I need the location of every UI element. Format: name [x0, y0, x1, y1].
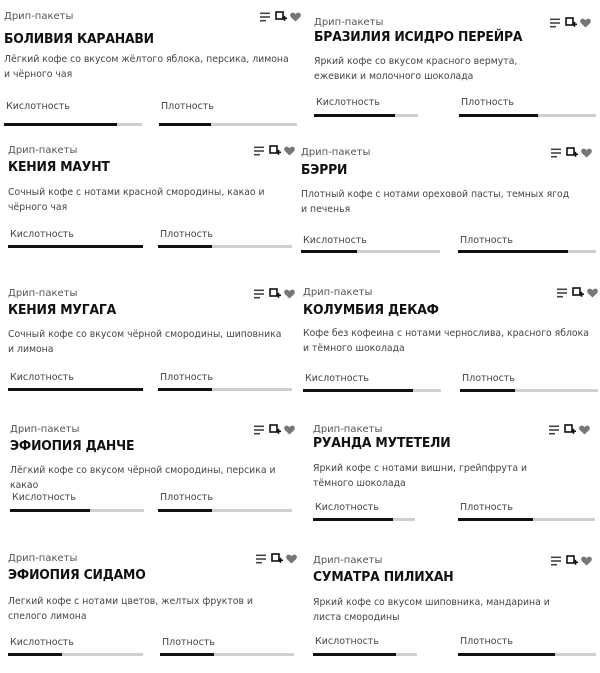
acidity-fill — [313, 518, 393, 521]
acidity-label: Кислотность — [303, 235, 367, 246]
product-description: Легкий кофе с нотами цветов, желтых фруктов и спелого лимона — [8, 596, 253, 622]
category-label: Дрип-пакеты — [301, 147, 371, 158]
density-label: Плотность — [160, 492, 213, 503]
density-label: Плотность — [161, 101, 214, 112]
product-card[interactable] — [303, 287, 598, 395]
heart-icon[interactable] — [579, 425, 590, 435]
density-fill — [159, 123, 211, 126]
compare-icon[interactable] — [565, 17, 577, 29]
card-actions — [551, 147, 592, 159]
heart-icon[interactable] — [284, 289, 295, 299]
category-label: Дрип-пакеты — [4, 11, 74, 22]
compare-icon[interactable] — [269, 288, 281, 300]
product-description: Сочный кофе с нотами красной смородины, какао и чёрного чая — [8, 187, 265, 213]
acidity-label: Кислотность — [315, 636, 379, 647]
list-icon[interactable] — [260, 12, 272, 22]
acidity-fill — [8, 653, 62, 656]
density-label: Плотность — [460, 502, 513, 513]
product-title[interactable]: СУМАТРА ПИЛИХАН — [313, 569, 454, 585]
card-actions — [557, 287, 598, 299]
acidity-bar — [313, 518, 415, 521]
category-label: Дрип-пакеты — [8, 553, 78, 564]
compare-icon[interactable] — [269, 424, 281, 436]
card-actions — [549, 424, 590, 436]
product-card[interactable] — [301, 147, 598, 256]
density-fill — [158, 388, 212, 391]
acidity-fill — [303, 389, 413, 392]
acidity-bar — [8, 388, 143, 391]
list-icon[interactable] — [551, 148, 563, 158]
density-label: Плотность — [160, 229, 213, 240]
acidity-bar — [4, 123, 142, 126]
heart-icon[interactable] — [581, 556, 592, 566]
acidity-bar — [303, 389, 441, 392]
acidity-fill — [4, 123, 117, 126]
density-bar — [460, 389, 598, 392]
acidity-fill — [8, 388, 143, 391]
density-bar — [158, 245, 292, 248]
compare-icon[interactable] — [564, 424, 576, 436]
density-fill — [458, 250, 568, 253]
list-icon[interactable] — [254, 146, 266, 156]
product-card[interactable] — [314, 17, 598, 120]
compare-icon[interactable] — [269, 145, 281, 157]
density-fill — [458, 518, 533, 521]
acidity-label: Кислотность — [315, 502, 379, 513]
card-actions — [254, 424, 295, 436]
density-bar — [159, 123, 297, 126]
heart-icon[interactable] — [284, 425, 295, 435]
product-card[interactable] — [8, 145, 296, 251]
product-title[interactable]: РУАНДА МУТЕТЕЛИ — [313, 435, 451, 451]
acidity-bar — [8, 653, 143, 656]
product-title[interactable]: КЕНИЯ МАУНТ — [8, 159, 110, 175]
compare-icon[interactable] — [572, 287, 584, 299]
acidity-label: Кислотность — [305, 373, 369, 384]
list-icon[interactable] — [551, 556, 563, 566]
category-label: Дрип-пакеты — [303, 287, 373, 298]
card-actions — [254, 145, 295, 157]
category-label: Дрип-пакеты — [313, 555, 383, 566]
category-label: Дрип-пакеты — [314, 17, 384, 28]
product-title[interactable]: БЭРРИ — [301, 162, 348, 178]
card-actions — [260, 11, 301, 23]
density-bar — [158, 509, 292, 512]
compare-icon[interactable] — [566, 147, 578, 159]
product-description: Кофе без кофеина с нотами чернослива, красного яблока и тёмного шоколада — [303, 328, 589, 354]
card-actions — [550, 17, 591, 29]
density-label: Плотность — [160, 372, 213, 383]
product-card[interactable] — [313, 555, 598, 659]
category-label: Дрип-пакеты — [313, 424, 383, 435]
acidity-label: Кислотность — [10, 229, 74, 240]
density-fill — [158, 509, 212, 512]
density-bar — [459, 114, 596, 117]
density-fill — [160, 653, 214, 656]
heart-icon[interactable] — [286, 554, 297, 564]
acidity-fill — [314, 114, 395, 117]
acidity-label: Кислотность — [10, 637, 74, 648]
compare-icon[interactable] — [275, 11, 287, 23]
acidity-fill — [10, 509, 90, 512]
product-card[interactable] — [4, 11, 296, 129]
density-fill — [460, 389, 515, 392]
list-icon[interactable] — [557, 288, 569, 298]
card-actions — [254, 288, 295, 300]
acidity-label: Кислотность — [316, 97, 380, 108]
density-fill — [459, 114, 538, 117]
product-description: Плотный кофе с нотами ореховой пасты, темных ягод и печенья — [301, 189, 570, 215]
product-title[interactable]: ЭФИОПИЯ СИДАМО — [8, 567, 146, 583]
category-label: Дрип-пакеты — [8, 145, 78, 156]
product-description: Яркий кофе со вкусом шиповника, мандарина и листа смородины — [313, 597, 550, 623]
heart-icon[interactable] — [581, 148, 592, 158]
density-bar — [158, 388, 292, 391]
density-label: Плотность — [460, 636, 513, 647]
product-title[interactable]: КОЛУМБИЯ ДЕКАФ — [303, 302, 439, 318]
heart-icon[interactable] — [290, 12, 301, 22]
density-label: Плотность — [162, 637, 215, 648]
heart-icon[interactable] — [580, 18, 591, 28]
list-icon[interactable] — [254, 425, 266, 435]
acidity-bar — [313, 653, 417, 656]
acidity-bar — [10, 509, 144, 512]
product-title[interactable]: БРАЗИЛИЯ ИСИДРО ПЕРЕЙРА — [314, 29, 523, 45]
card-actions — [256, 553, 297, 565]
list-icon[interactable] — [256, 554, 268, 564]
list-icon[interactable] — [549, 425, 561, 435]
density-label: Плотность — [460, 235, 513, 246]
density-bar — [458, 653, 596, 656]
product-card[interactable] — [10, 424, 296, 515]
product-description: Лёгкий кофе со вкусом чёрной смородины, персика и какао — [10, 465, 276, 491]
density-label: Плотность — [462, 373, 515, 384]
density-label: Плотность — [461, 97, 514, 108]
acidity-fill — [8, 245, 143, 248]
acidity-label: Кислотность — [12, 492, 76, 503]
product-title[interactable]: КЕНИЯ МУГАГА — [8, 302, 117, 318]
category-label: Дрип-пакеты — [10, 424, 80, 435]
product-description: Яркий кофе с нотами вишни, грейпфрута и тёмного шоколада — [313, 463, 528, 489]
acidity-bar — [301, 250, 440, 253]
list-icon[interactable] — [550, 18, 562, 28]
category-label: Дрип-пакеты — [8, 288, 78, 299]
compare-icon[interactable] — [566, 555, 578, 567]
heart-icon[interactable] — [587, 288, 598, 298]
product-card[interactable] — [313, 424, 598, 524]
product-description: Яркий кофе со вкусом красного вермута, ежевики и молочного шоколада — [314, 56, 518, 82]
compare-icon[interactable] — [271, 553, 283, 565]
acidity-fill — [301, 250, 357, 253]
list-icon[interactable] — [254, 289, 266, 299]
density-fill — [458, 653, 555, 656]
product-title[interactable]: БОЛИВИЯ КАРАНАВИ — [4, 31, 154, 47]
product-card[interactable] — [8, 553, 296, 659]
acidity-bar — [314, 114, 418, 117]
acidity-label: Кислотность — [10, 372, 74, 383]
acidity-bar — [8, 245, 143, 248]
product-title[interactable]: ЭФИОПИЯ ДАНЧЕ — [10, 438, 135, 454]
density-bar — [458, 250, 596, 253]
acidity-label: Кислотность — [6, 101, 70, 112]
density-fill — [158, 245, 212, 248]
card-actions — [551, 555, 592, 567]
product-description: Лёгкий кофе со вкусом жёлтого яблока, персика, лимона и чёрного чая — [4, 54, 289, 80]
density-bar — [160, 653, 294, 656]
acidity-fill — [313, 653, 396, 656]
heart-icon[interactable] — [284, 146, 295, 156]
density-bar — [458, 518, 595, 521]
product-card[interactable] — [8, 288, 296, 394]
product-description: Сочный кофе со вкусом чёрной смородины, шиповника и лимона — [8, 329, 282, 355]
